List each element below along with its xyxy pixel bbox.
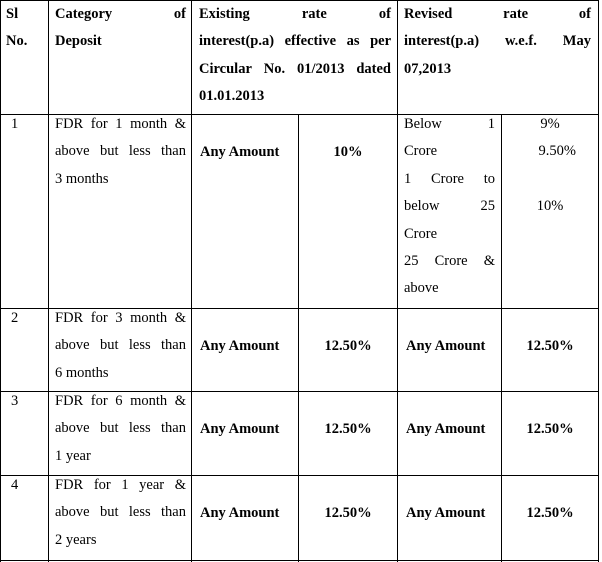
header-category: Category of Deposit xyxy=(55,6,186,50)
row-1-existing-rate: 10% xyxy=(333,144,363,160)
row-1-sl: 1 xyxy=(11,116,19,132)
row-4-category: FDR for 1 year & above but less than 2 years xyxy=(55,477,186,548)
table-border-left xyxy=(0,0,1,562)
row-4-revised-amount: Any Amount xyxy=(406,505,486,521)
column-divider xyxy=(397,0,398,562)
row-2-sl: 2 xyxy=(11,310,19,326)
row-3-revised-amount: Any Amount xyxy=(406,421,486,437)
row-4-existing-rate: 12.50% xyxy=(324,505,372,521)
row-1-revised-rates: 9% 9.50% 10% xyxy=(536,116,576,215)
row-1-revised-slabs: Below 1 Crore 1 Crore to below 25 Crore 25 Crore & above xyxy=(404,116,495,297)
row-2-revised-rate: 12.50% xyxy=(526,338,574,354)
row-1-existing-amount: Any Amount xyxy=(200,144,280,160)
row-2-existing-amount: Any Amount xyxy=(200,338,280,354)
row-3-category: FDR for 6 month & above but less than 1 year xyxy=(55,393,186,464)
column-divider xyxy=(191,0,192,562)
row-4-sl: 4 xyxy=(11,477,19,493)
header-revised-rate: Revised rate of interest(p.a) w.e.f. May 07,2013 xyxy=(404,6,591,77)
row-3-sl: 3 xyxy=(11,393,19,409)
row-3-existing-amount: Any Amount xyxy=(200,421,280,437)
row-4-existing-amount: Any Amount xyxy=(200,505,280,521)
row-3-revised-rate: 12.50% xyxy=(526,421,574,437)
row-2-existing-rate: 12.50% xyxy=(324,338,372,354)
row-2-revised-amount: Any Amount xyxy=(406,338,486,354)
row-2-category: FDR for 3 month & above but less than 6 months xyxy=(55,310,186,381)
row-1-category: FDR for 1 month & above but less than 3 months xyxy=(55,116,186,187)
row-3-existing-rate: 12.50% xyxy=(324,421,372,437)
header-sl-no: Sl No. xyxy=(6,6,28,50)
column-divider xyxy=(48,0,49,562)
table-border-bottom xyxy=(0,560,599,561)
header-existing-rate: Existing rate of interest(p.a) effective as per Circular No. 01/2013 dated 01.01.2013 xyxy=(199,6,391,105)
row-4-revised-rate: 12.50% xyxy=(526,505,574,521)
table-border-right xyxy=(598,0,599,562)
